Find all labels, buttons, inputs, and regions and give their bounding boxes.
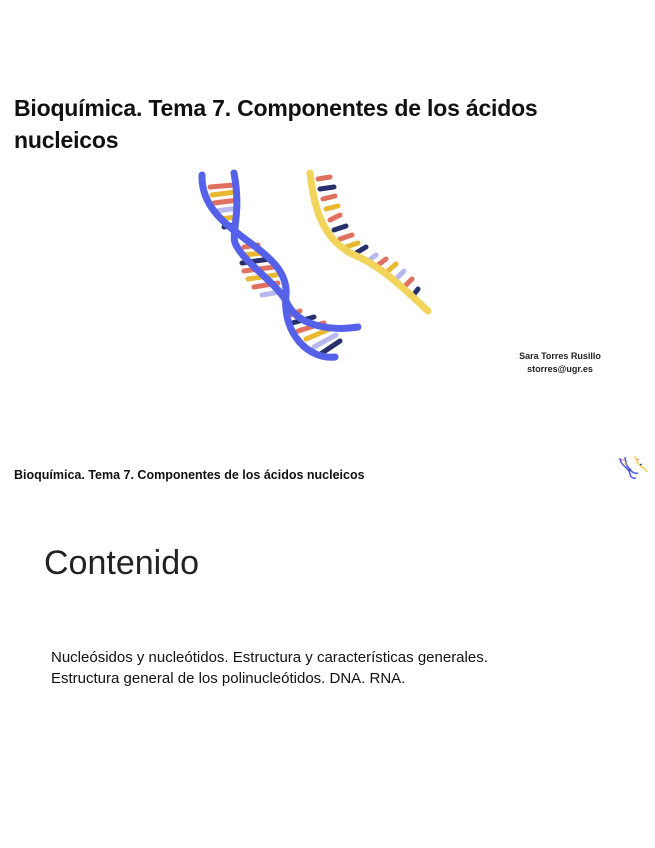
author-block <box>490 350 630 376</box>
mini-dna-icon <box>618 454 648 480</box>
content-item: Nucleósidos y nucleótidos. Estructura y características generales. <box>51 649 488 666</box>
slide-header: Bioquímica. Tema 7. Componentes de los ácidos nucleicos <box>14 468 365 482</box>
content-heading: Contenido <box>44 544 200 582</box>
author-name: Sara Torres Rusillo <box>519 351 601 361</box>
content-list <box>51 647 641 689</box>
dna-illustration-icon <box>190 165 450 370</box>
author-email: storres@ugr.es <box>527 364 593 374</box>
content-item: Estructura general de los polinucleótidos. DNA. RNA. <box>51 670 406 687</box>
slide-title: Bioquímica. Tema 7. Componentes de los ácidos nucleicos <box>14 95 538 153</box>
